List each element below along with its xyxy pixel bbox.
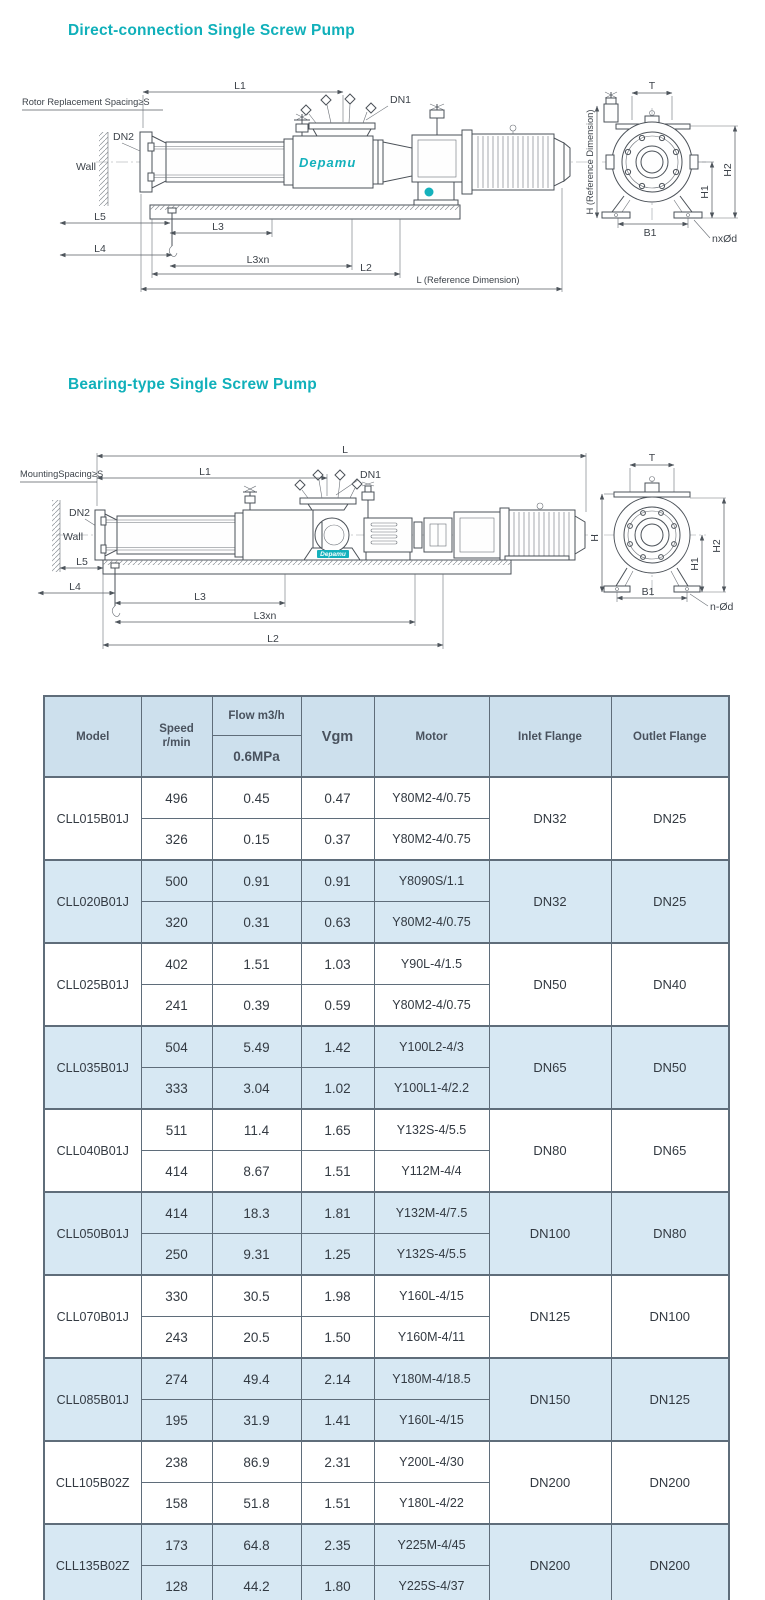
motor-cell: Y180L-4/22	[374, 1483, 489, 1525]
speed-cell: 320	[141, 902, 212, 944]
motor-cell: Y180M-4/18.5	[374, 1358, 489, 1400]
flow-cell: 64.8	[212, 1524, 301, 1566]
vgm-cell: 1.50	[301, 1317, 374, 1359]
spec-row	[44, 943, 729, 985]
vgm-cell: 1.81	[301, 1192, 374, 1234]
motor-cell: Y100L1-4/2.2	[374, 1068, 489, 1110]
inlet-cell: DN32	[489, 860, 611, 943]
vgm-cell: 2.35	[301, 1524, 374, 1566]
speed-cell: 173	[141, 1524, 212, 1566]
flow-cell: 9.31	[212, 1234, 301, 1276]
dim-label-b1: B1	[641, 586, 655, 598]
dim-label-l1: L1	[234, 80, 246, 92]
spec-row	[44, 1441, 729, 1483]
motor-cell: Y160M-4/11	[374, 1317, 489, 1359]
speed-cell: 330	[141, 1275, 212, 1317]
pump-side-view	[22, 80, 592, 292]
vgm-cell: 1.25	[301, 1234, 374, 1276]
dim-label-dn1: DN1	[360, 469, 382, 481]
inlet-cell: DN80	[489, 1109, 611, 1192]
motor-cell: Y80M2-4/0.75	[374, 985, 489, 1027]
motor-cell: Y90L-4/1.5	[374, 943, 489, 985]
inlet-cell: DN65	[489, 1026, 611, 1109]
pump-end-view	[589, 452, 734, 613]
speed-cell: 414	[141, 1151, 212, 1193]
inlet-cell: DN200	[489, 1441, 611, 1524]
inlet-cell: DN32	[489, 777, 611, 860]
model-cell: CLL085B01J	[44, 1358, 141, 1441]
outlet-cell: DN125	[611, 1358, 729, 1441]
spec-row	[44, 777, 729, 819]
motor-cell: Y200L-4/30	[374, 1441, 489, 1483]
model-cell: CLL015B01J	[44, 777, 141, 860]
vgm-cell: 0.47	[301, 777, 374, 819]
flow-cell: 31.9	[212, 1400, 301, 1442]
dim-label-h1: H1	[699, 185, 711, 199]
direct-pump-diagram	[0, 70, 765, 302]
dim-label-l-ref: L (Reference Dimension)	[416, 275, 520, 285]
flow-cell: 18.3	[212, 1192, 301, 1234]
section-title-bearing: Bearing-type Single Screw Pump	[68, 376, 317, 393]
rotor-spacing-label: Rotor Replacement Spacing≥S	[22, 97, 150, 107]
pump-end-view	[585, 80, 738, 245]
motor-cell: Y225S-4/37	[374, 1566, 489, 1600]
flow-cell: 3.04	[212, 1068, 301, 1110]
flow-cell: 30.5	[212, 1275, 301, 1317]
motor-cell: Y80M2-4/0.75	[374, 819, 489, 861]
model-cell: CLL035B01J	[44, 1026, 141, 1109]
inlet-cell: DN150	[489, 1358, 611, 1441]
vgm-cell: 1.98	[301, 1275, 374, 1317]
flow-cell: 86.9	[212, 1441, 301, 1483]
outlet-cell: DN100	[611, 1275, 729, 1358]
model-cell: CLL105B02Z	[44, 1441, 141, 1524]
wall-label: Wall	[75, 161, 96, 173]
spec-row	[44, 1275, 729, 1317]
dim-label-l3xn: L3xn	[253, 610, 277, 622]
dim-label-dn2: DN2	[112, 131, 134, 143]
model-cell: CLL050B01J	[44, 1192, 141, 1275]
spec-row	[44, 1358, 729, 1400]
dim-label-l4: L4	[94, 243, 106, 255]
spec-row	[44, 1192, 729, 1234]
model-cell: CLL040B01J	[44, 1109, 141, 1192]
speed-cell: 241	[141, 985, 212, 1027]
speed-cell: 504	[141, 1026, 212, 1068]
col-header-motor: Motor	[374, 696, 489, 777]
speed-cell: 402	[141, 943, 212, 985]
motor-cell: Y225M-4/45	[374, 1524, 489, 1566]
dim-label-h2: H2	[722, 163, 734, 177]
dim-label-l2: L2	[267, 633, 279, 645]
speed-cell: 333	[141, 1068, 212, 1110]
motor-cell: Y160L-4/15	[374, 1275, 489, 1317]
speed-cell: 326	[141, 819, 212, 861]
motor-cell: Y132S-4/5.5	[374, 1109, 489, 1151]
pump-side-view	[20, 444, 598, 649]
vgm-cell: 0.91	[301, 860, 374, 902]
motor-cell: Y132M-4/7.5	[374, 1192, 489, 1234]
dim-label-h: H	[589, 534, 601, 542]
vgm-cell: 1.65	[301, 1109, 374, 1151]
outlet-cell: DN80	[611, 1192, 729, 1275]
speed-cell: 274	[141, 1358, 212, 1400]
dim-label-h1: H1	[689, 557, 701, 571]
wall-label: Wall	[63, 531, 84, 543]
flow-cell: 0.39	[212, 985, 301, 1027]
col-header-vgm: Vgm	[301, 696, 374, 777]
speed-header-line2: r/min	[162, 736, 191, 749]
vgm-cell: 1.03	[301, 943, 374, 985]
col-header-outlet: Outlet Flange	[611, 696, 729, 777]
flow-cell: 20.5	[212, 1317, 301, 1359]
vgm-cell: 1.02	[301, 1068, 374, 1110]
dim-label-t: T	[648, 80, 656, 92]
section-title-direct: Direct-connection Single Screw Pump	[68, 22, 355, 39]
speed-cell: 243	[141, 1317, 212, 1359]
speed-header-line1: Speed	[159, 722, 194, 735]
flow-cell: 0.31	[212, 902, 301, 944]
dim-label-h2: H2	[711, 539, 723, 553]
brand-logo-bearing: Depamu	[320, 551, 346, 558]
spec-table	[43, 695, 730, 1600]
mounting-spacing-label: MountingSpacing≥S	[20, 469, 104, 479]
vgm-cell: 1.41	[301, 1400, 374, 1442]
spec-row	[44, 1026, 729, 1068]
inlet-cell: DN125	[489, 1275, 611, 1358]
outlet-cell: DN40	[611, 943, 729, 1026]
motor-cell: Y80M2-4/0.75	[374, 777, 489, 819]
vgm-cell: 0.59	[301, 985, 374, 1027]
speed-cell: 496	[141, 777, 212, 819]
col-header-model: Model	[44, 696, 141, 777]
outlet-cell: DN25	[611, 777, 729, 860]
model-cell: CLL070B01J	[44, 1275, 141, 1358]
vgm-cell: 1.51	[301, 1483, 374, 1525]
flow-cell: 44.2	[212, 1566, 301, 1600]
flow-cell: 1.51	[212, 943, 301, 985]
dim-label-l2: L2	[360, 262, 372, 274]
model-cell: CLL135B02Z	[44, 1524, 141, 1600]
inlet-cell: DN200	[489, 1524, 611, 1600]
flow-cell: 0.91	[212, 860, 301, 902]
dim-label-l3: L3	[194, 591, 206, 603]
motor-cell: Y80M2-4/0.75	[374, 902, 489, 944]
vgm-cell: 0.37	[301, 819, 374, 861]
dim-label-l: L	[342, 444, 348, 456]
flow-cell: 8.67	[212, 1151, 301, 1193]
flow-cell: 5.49	[212, 1026, 301, 1068]
vgm-cell: 0.63	[301, 902, 374, 944]
dim-label-b1: B1	[643, 227, 657, 239]
vgm-cell: 2.31	[301, 1441, 374, 1483]
col-header-flow: Flow m3/h	[212, 696, 301, 736]
speed-cell: 128	[141, 1566, 212, 1600]
spec-row	[44, 1524, 729, 1566]
col-header-pressure: 0.6MPa	[212, 736, 301, 778]
dim-label-dn1: DN1	[390, 94, 412, 106]
flow-cell: 49.4	[212, 1358, 301, 1400]
vgm-cell: 1.80	[301, 1566, 374, 1600]
bearing-pump-diagram	[0, 438, 765, 662]
motor-cell: Y100L2-4/3	[374, 1026, 489, 1068]
col-header-inlet: Inlet Flange	[489, 696, 611, 777]
flow-cell: 0.45	[212, 777, 301, 819]
dim-label-bolt-holes: n-Ød	[710, 601, 734, 613]
motor-cell: Y112M-4/4	[374, 1151, 489, 1193]
spec-row	[44, 1109, 729, 1151]
outlet-cell: DN50	[611, 1026, 729, 1109]
inlet-cell: DN100	[489, 1192, 611, 1275]
dim-label-t: T	[648, 452, 656, 464]
model-cell: CLL020B01J	[44, 860, 141, 943]
speed-cell: 500	[141, 860, 212, 902]
motor-cell: Y132S-4/5.5	[374, 1234, 489, 1276]
spec-table-wrapper	[43, 695, 728, 1600]
dim-label-l5: L5	[76, 556, 88, 568]
col-header-speed	[141, 696, 212, 777]
motor-cell: Y160L-4/15	[374, 1400, 489, 1442]
model-cell: CLL025B01J	[44, 943, 141, 1026]
speed-cell: 238	[141, 1441, 212, 1483]
inlet-cell: DN50	[489, 943, 611, 1026]
outlet-cell: DN200	[611, 1441, 729, 1524]
vgm-cell: 2.14	[301, 1358, 374, 1400]
speed-cell: 195	[141, 1400, 212, 1442]
speed-cell: 414	[141, 1192, 212, 1234]
flow-cell: 11.4	[212, 1109, 301, 1151]
dim-label-l5: L5	[94, 211, 106, 223]
dim-label-l1: L1	[199, 466, 211, 478]
dim-label-bolt-holes: nxØd	[712, 233, 738, 245]
spec-row	[44, 860, 729, 902]
vgm-cell: 1.42	[301, 1026, 374, 1068]
speed-cell: 511	[141, 1109, 212, 1151]
dim-label-l3: L3	[212, 221, 224, 233]
outlet-cell: DN25	[611, 860, 729, 943]
flow-cell: 0.15	[212, 819, 301, 861]
speed-cell: 158	[141, 1483, 212, 1525]
dim-label-dn2: DN2	[68, 507, 90, 519]
pedestal-logo	[425, 188, 434, 197]
vgm-cell: 1.51	[301, 1151, 374, 1193]
outlet-cell: DN65	[611, 1109, 729, 1192]
dim-label-h-ref: H (Reference Dimension)	[585, 109, 595, 215]
outlet-cell: DN200	[611, 1524, 729, 1600]
flow-cell: 51.8	[212, 1483, 301, 1525]
speed-cell: 250	[141, 1234, 212, 1276]
dim-label-l3xn: L3xn	[246, 254, 270, 266]
brand-logo-direct: Depamu	[299, 155, 357, 170]
dim-label-l4: L4	[69, 581, 81, 593]
motor-cell: Y8090S/1.1	[374, 860, 489, 902]
